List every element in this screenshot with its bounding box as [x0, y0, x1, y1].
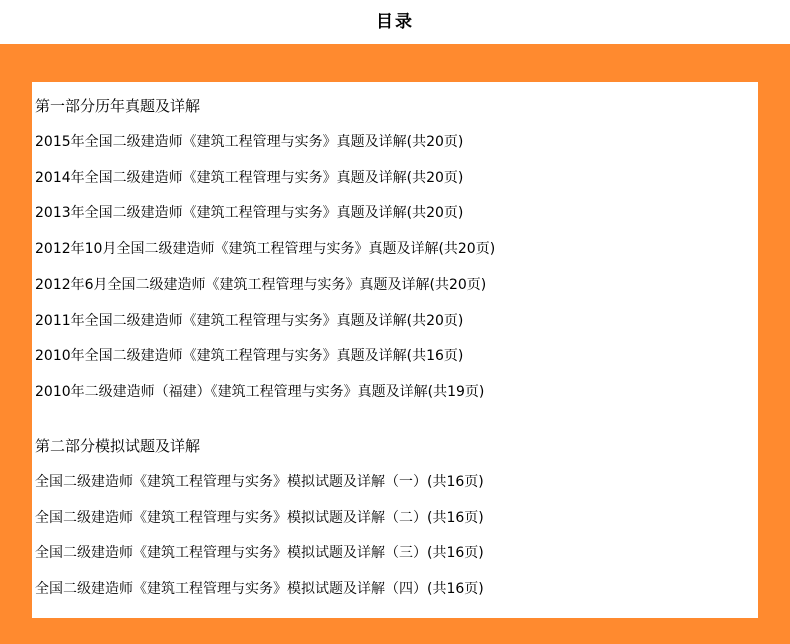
toc-item[interactable]: 2015年全国二级建造师《建筑工程管理与实务》真题及详解(共20页)	[35, 134, 464, 150]
toc-item[interactable]: 2012年6月全国二级建造师《建筑工程管理与实务》真题及详解(共20页)	[35, 277, 487, 293]
toc-item[interactable]: 全国二级建造师《建筑工程管理与实务》模拟试题及详解（四）(共16页)	[35, 581, 484, 597]
toc-item[interactable]: 2013年全国二级建造师《建筑工程管理与实务》真题及详解(共20页)	[35, 205, 464, 221]
toc-item[interactable]: 2014年全国二级建造师《建筑工程管理与实务》真题及详解(共20页)	[35, 170, 464, 186]
toc-item[interactable]: 2011年全国二级建造师《建筑工程管理与实务》真题及详解(共20页)	[35, 313, 464, 329]
toc-item[interactable]: 2010年二级建造师（福建）《建筑工程管理与实务》真题及详解(共19页)	[35, 384, 485, 400]
toc-item[interactable]: 全国二级建造师《建筑工程管理与实务》模拟试题及详解（二）(共16页)	[35, 510, 484, 526]
toc-panel	[32, 82, 758, 618]
section-heading-2: 第二部分模拟试题及详解	[35, 437, 201, 455]
toc-item[interactable]: 2012年10月全国二级建造师《建筑工程管理与实务》真题及详解(共20页)	[35, 241, 496, 257]
toc-item[interactable]: 全国二级建造师《建筑工程管理与实务》模拟试题及详解（三）(共16页)	[35, 545, 484, 561]
toc-item[interactable]: 全国二级建造师《建筑工程管理与实务》模拟试题及详解（一）(共16页)	[35, 474, 484, 490]
toc-item[interactable]: 2010年全国二级建造师《建筑工程管理与实务》真题及详解(共16页)	[35, 348, 464, 364]
page-title: 目录	[376, 12, 414, 32]
section-heading-1: 第一部分历年真题及详解	[35, 97, 201, 115]
